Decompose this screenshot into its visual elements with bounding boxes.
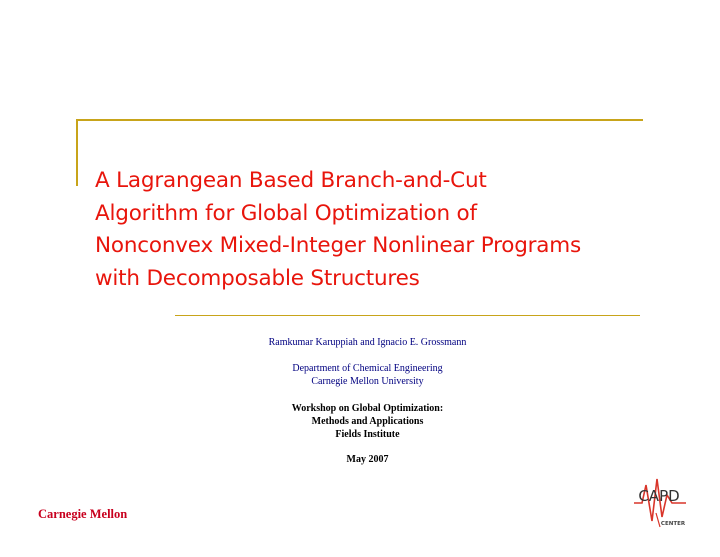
workshop-line-1: Workshop on Global Optimization: [291,403,444,414]
workshop-line-2: Methods and Applications [311,416,424,427]
footer-institution: Carnegie Mellon [38,507,128,521]
workshop-line-3: Fields Institute [335,429,400,440]
authors-block [175,336,560,349]
slide-title [95,165,695,295]
title-line-3: Nonconvex Mixed-Integer Nonlinear Programs [95,233,582,258]
title-line-4: with Decomposable Structures [95,265,420,291]
title-line-1: A Lagrangean Based Branch-and-Cut [95,168,487,193]
department-text: Department of Chemical Engineering [292,363,443,374]
capd-logo-graphic [626,473,692,529]
date-block [175,453,560,466]
logo-subtext: CENTER [660,521,686,527]
capd-center-logo-icon [626,473,692,529]
authors-text: Ramkumar Karuppiah and Ignacio E. Grossmann [268,337,467,348]
affiliation-block [175,362,560,388]
title-divider [175,315,640,316]
university-text: Carnegie Mellon University [311,376,424,387]
date-text: May 2007 [346,454,389,465]
workshop-block [175,402,560,441]
logo-text: CAPD [638,487,680,505]
title-line-2: Algorithm for Global Optimization of [95,200,477,226]
title-frame-left-rule [76,119,78,186]
title-frame-top-rule [76,119,643,121]
